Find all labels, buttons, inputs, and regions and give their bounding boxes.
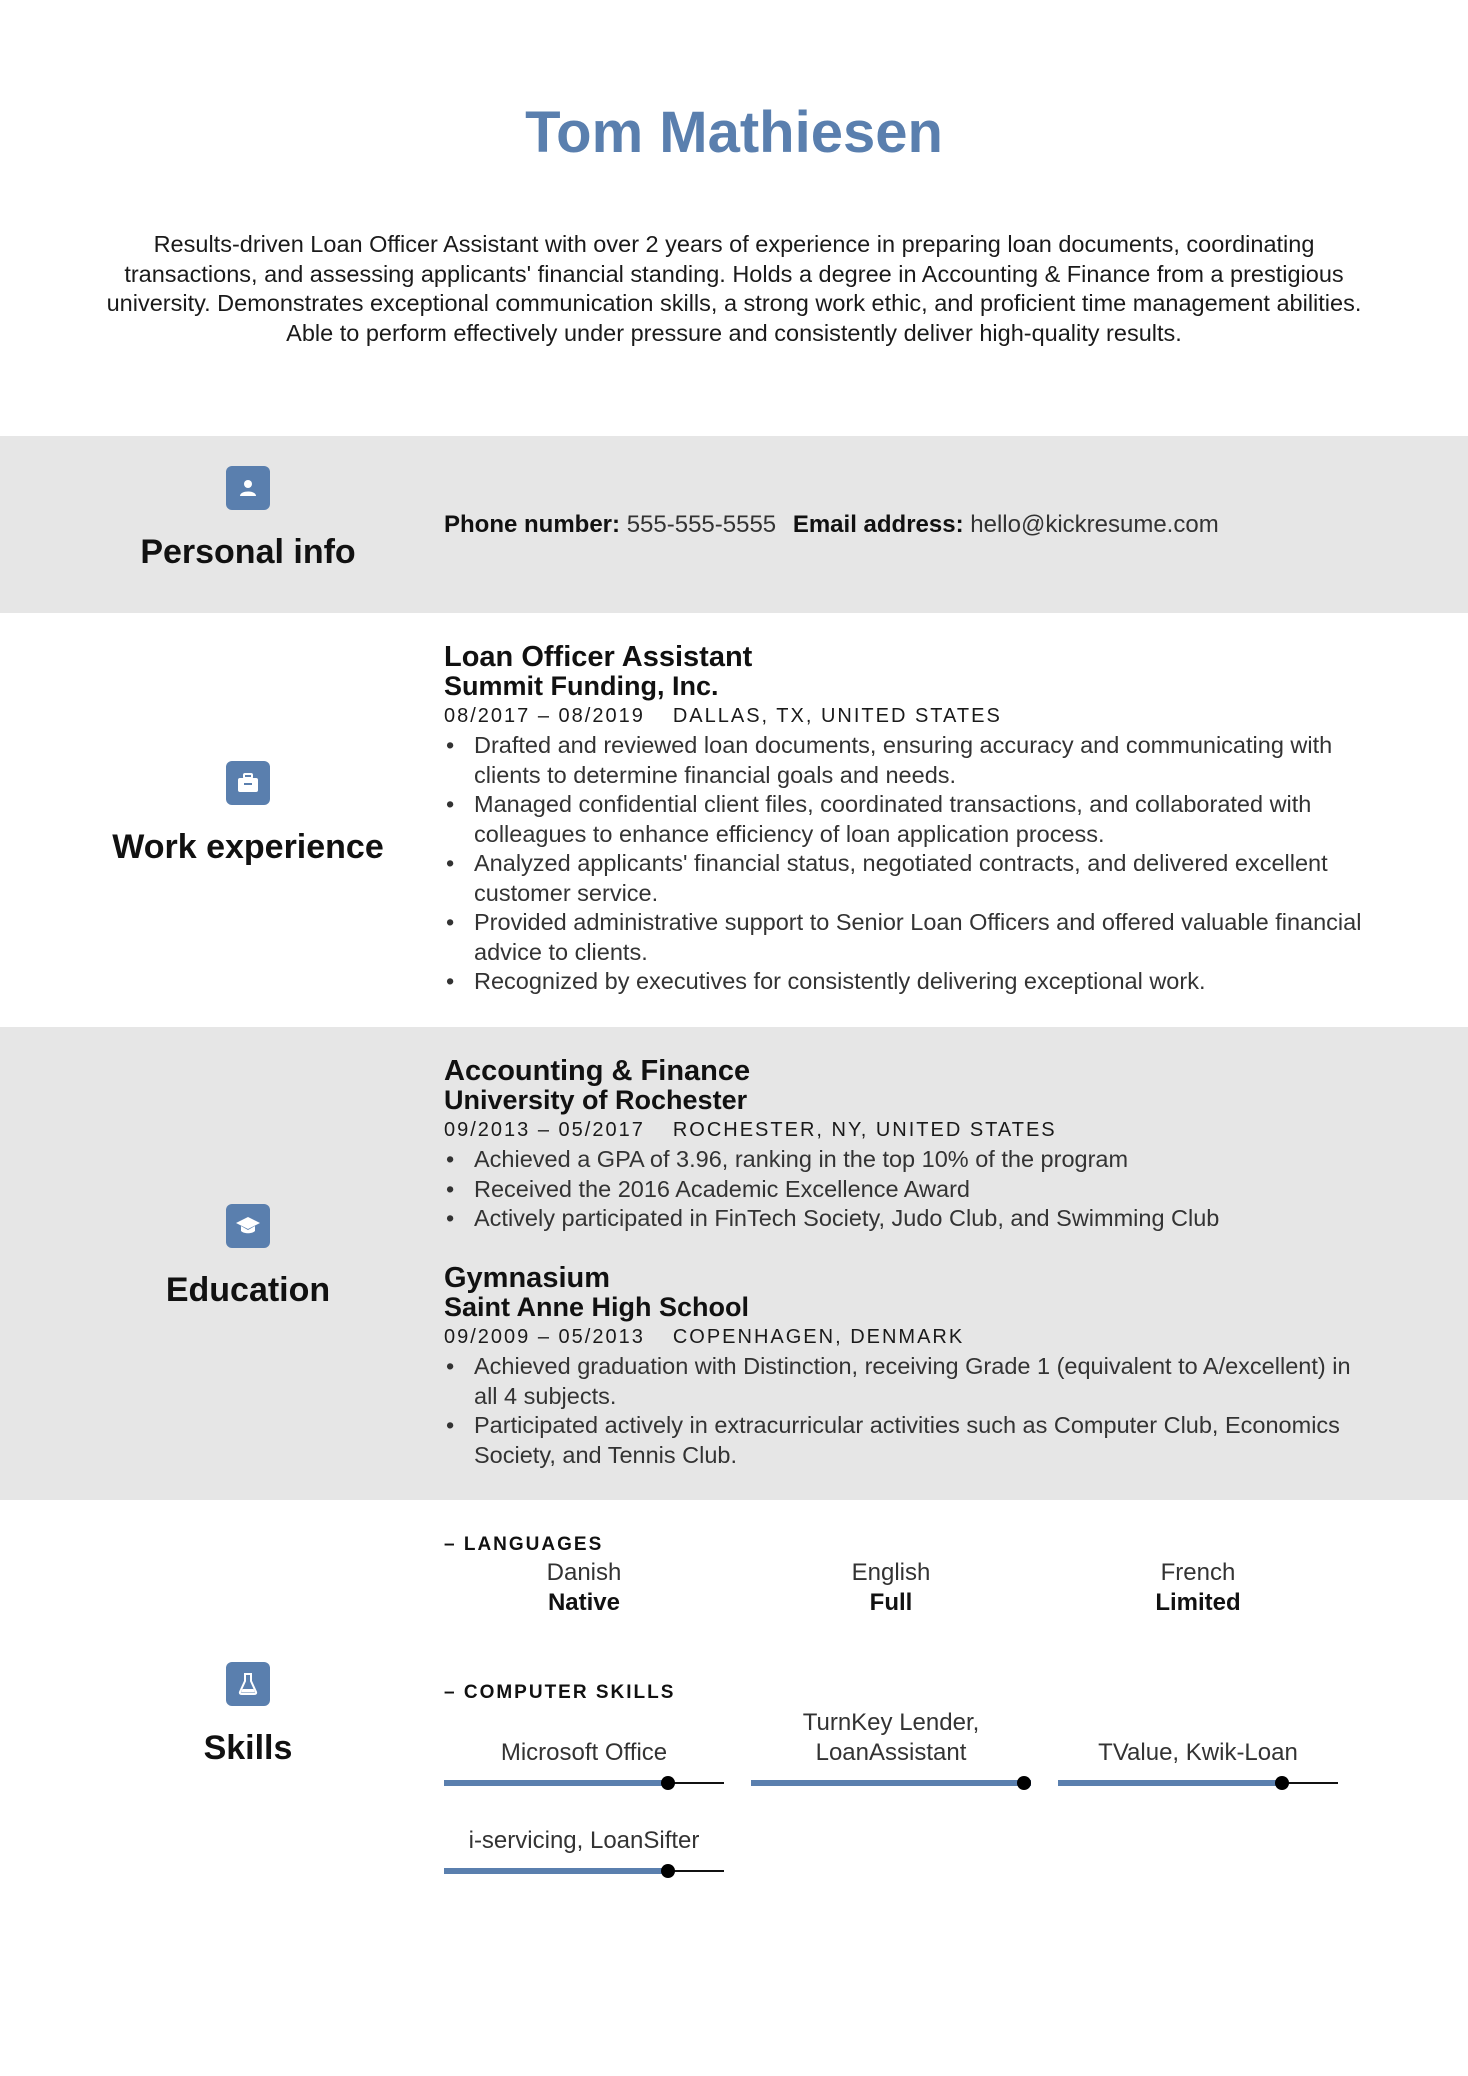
education-location: COPENHAGEN, DENMARK <box>672 1326 965 1348</box>
language-name: Danish <box>546 1559 622 1586</box>
email-label: Email address: <box>792 511 964 538</box>
flask-icon <box>226 1662 270 1706</box>
phone-value: 555-555-5555 <box>626 511 777 538</box>
degree-title: Accounting & Finance <box>444 1055 751 1087</box>
skill-item <box>1058 1738 1338 1792</box>
section-title-personal: Personal info <box>140 533 356 571</box>
skill-fill <box>444 1780 668 1786</box>
list-item: • Achieved graduation with Distinction, receiving Grade 1 (equivalent to A/excellent) in all 4 subjects. <box>444 1352 1364 1411</box>
email-value: hello@kickresume.com <box>970 511 1219 538</box>
skill-marker <box>661 1864 675 1878</box>
languages-list <box>444 1558 1364 1628</box>
section-title-education: Education <box>165 1271 331 1309</box>
education-dates: 09/2009 – 05/2013 <box>444 1326 645 1348</box>
language-level: Native <box>547 1589 621 1616</box>
languages-heading: – LANGUAGES <box>444 1534 604 1555</box>
phone-label: Phone number: <box>444 511 621 538</box>
skill-item <box>444 1826 724 1880</box>
list-item: • Participated actively in extracurricular activities such as Computer Club, Economics Society, and Tennis Club. <box>444 1411 1364 1470</box>
job-title: Loan Officer Assistant <box>444 641 753 673</box>
skills-section <box>0 1500 1468 1920</box>
language-name: French <box>1160 1559 1236 1586</box>
list-item: • Provided administrative support to Senior Loan Officers and offered valuable financial advice to clients. <box>444 908 1364 967</box>
computer-skills-heading: – COMPUTER SKILLS <box>444 1682 676 1703</box>
skill-name: i-servicing, LoanSifter <box>468 1827 700 1854</box>
school-name: Saint Anne High School <box>444 1292 750 1322</box>
skill-name: TValue, Kwik-Loan <box>1098 1739 1298 1766</box>
education-section <box>0 1027 1468 1500</box>
list-item: • Actively participated in FinTech Society, Judo Club, and Swimming Club <box>444 1204 1364 1234</box>
education-bullets <box>444 1352 1364 1470</box>
education-meta <box>444 1323 1364 1352</box>
list-item: • Recognized by executives for consistently delivering exceptional work. <box>444 967 1364 997</box>
school-name: University of Rochester <box>444 1085 748 1115</box>
work-experience-section <box>0 613 1468 1027</box>
language-level: Limited <box>1155 1589 1241 1616</box>
list-item: • Received the 2016 Academic Excellence Award <box>444 1175 1364 1205</box>
job-bullets <box>444 731 1364 997</box>
job-company: Summit Funding, Inc. <box>444 671 719 701</box>
education-label <box>0 1204 496 1310</box>
job-location: DALLAS, TX, UNITED STATES <box>672 705 1002 727</box>
job-dates: 08/2017 – 08/2019 <box>444 705 645 727</box>
skill-level-bar <box>444 1860 724 1880</box>
skill-marker <box>1017 1776 1031 1790</box>
contact-row <box>444 510 1364 540</box>
skill-level-bar <box>444 1772 724 1792</box>
skill-level-bar <box>1058 1772 1338 1792</box>
skill-level-bar <box>751 1772 1031 1792</box>
language-item <box>444 1558 724 1618</box>
education-entry-1 <box>444 1057 1364 1234</box>
degree-title: Gymnasium <box>444 1262 610 1294</box>
computer-skills-list <box>444 1708 1364 1898</box>
skill-fill <box>1058 1780 1282 1786</box>
list-item: • Drafted and reviewed loan documents, ensuring accuracy and communicating with clients to determine financial goals and needs. <box>444 731 1364 790</box>
language-level: Full <box>869 1589 913 1616</box>
language-name: English <box>851 1559 931 1586</box>
skill-name: Microsoft Office <box>500 1739 668 1766</box>
section-title-work: Work experience <box>112 828 384 866</box>
skill-marker <box>1275 1776 1289 1790</box>
skill-name: TurnKey Lender, LoanAssistant <box>802 1709 980 1766</box>
skill-marker <box>661 1776 675 1790</box>
skill-fill <box>444 1868 668 1874</box>
language-item <box>751 1558 1031 1618</box>
job-meta <box>444 702 1364 731</box>
graduation-cap-icon <box>226 1204 270 1248</box>
skill-item <box>751 1708 1031 1792</box>
person-icon <box>226 466 270 510</box>
skill-item <box>444 1738 724 1792</box>
resume-name: Tom Mathiesen <box>525 100 943 165</box>
personal-info-section <box>0 436 1468 613</box>
job-entry <box>444 643 1364 997</box>
list-item: • Managed confidential client files, coordinated transactions, and collaborated with colleagues to enhance efficiency of loan application process. <box>444 790 1364 849</box>
education-dates: 09/2013 – 05/2017 <box>444 1119 645 1141</box>
skills-label <box>0 1662 496 1768</box>
education-meta <box>444 1116 1364 1145</box>
personal-info-label <box>0 466 496 572</box>
briefcase-icon <box>226 761 270 805</box>
skill-fill <box>751 1780 1031 1786</box>
education-location: ROCHESTER, NY, UNITED STATES <box>672 1119 1057 1141</box>
summary-paragraph: Results-driven Loan Officer Assistant with over 2 years of experience in preparing loan documents, coordinating transactions, and assessing applicants' financial standing. Holds a degree in Accounting & Finance from a prestigious university. Demonstrates exceptional communication skills, a strong work ethic, and proficient time management abilities. Able to perform effectively under pressure and consistently deliver high-quality results. <box>106 231 1362 346</box>
list-item: • Achieved a GPA of 3.96, ranking in the top 10% of the program <box>444 1145 1364 1175</box>
list-item: • Analyzed applicants' financial status, negotiated contracts, and delivered excellent customer service. <box>444 849 1364 908</box>
section-title-skills: Skills <box>203 1729 293 1767</box>
education-bullets <box>444 1145 1364 1234</box>
work-experience-label <box>0 761 496 867</box>
education-entry-2 <box>444 1264 1364 1470</box>
language-item <box>1058 1558 1338 1618</box>
